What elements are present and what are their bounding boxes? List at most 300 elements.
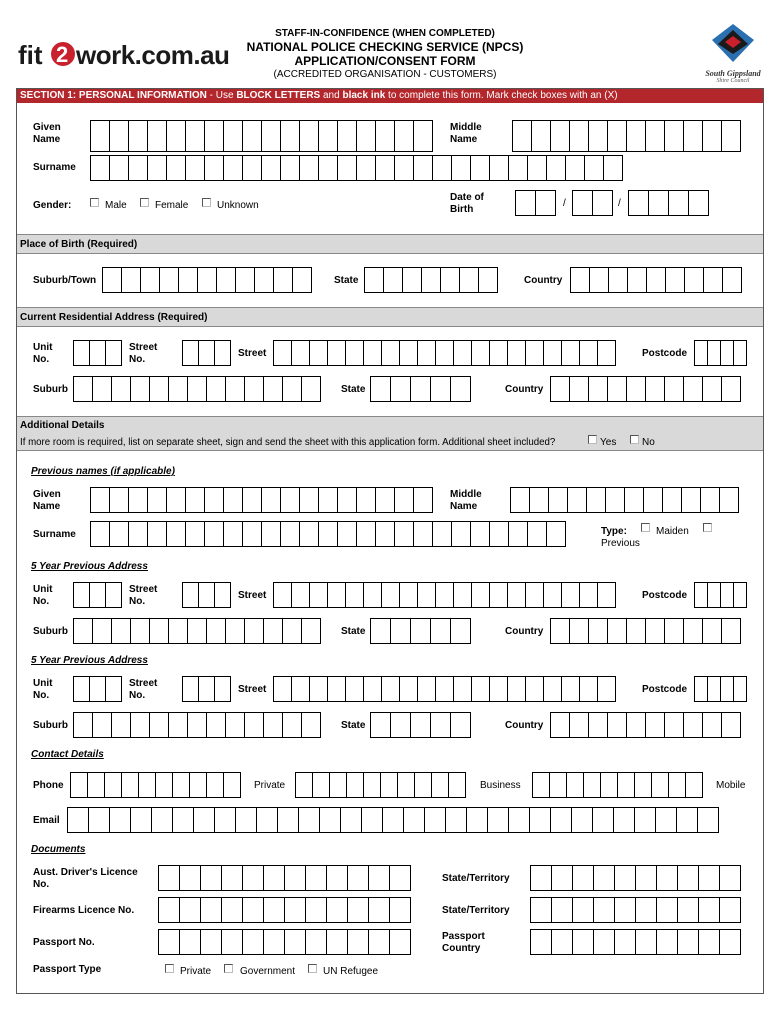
char-box[interactable] (561, 676, 580, 702)
char-box[interactable] (214, 582, 231, 608)
char-box[interactable] (525, 582, 544, 608)
char-box[interactable] (626, 618, 646, 644)
char-box[interactable] (305, 897, 327, 923)
char-box[interactable] (410, 618, 431, 644)
char-box[interactable] (399, 582, 418, 608)
prev-type-previous-checkbox[interactable] (703, 523, 712, 532)
char-box[interactable] (551, 897, 573, 923)
char-box[interactable] (166, 155, 186, 181)
char-box[interactable] (683, 712, 703, 738)
char-box[interactable] (168, 376, 188, 402)
char-box[interactable] (721, 120, 741, 152)
char-box[interactable] (733, 676, 747, 702)
cur-street-no-boxes[interactable] (182, 340, 230, 366)
char-box[interactable] (256, 807, 278, 833)
char-box[interactable] (512, 120, 532, 152)
char-box[interactable] (368, 897, 390, 923)
char-box[interactable] (548, 487, 568, 513)
gender-male-checkbox[interactable] (90, 198, 99, 207)
char-box[interactable] (147, 155, 167, 181)
char-box[interactable] (664, 618, 684, 644)
char-box[interactable] (593, 897, 615, 923)
char-box[interactable] (347, 897, 369, 923)
char-box[interactable] (179, 865, 201, 891)
char-box[interactable] (448, 772, 466, 798)
char-box[interactable] (668, 190, 689, 216)
char-box[interactable] (430, 712, 451, 738)
char-box[interactable] (721, 618, 741, 644)
char-box[interactable] (345, 340, 364, 366)
char-box[interactable] (111, 618, 131, 644)
char-box[interactable] (166, 120, 186, 152)
char-box[interactable] (697, 807, 719, 833)
char-box[interactable] (73, 582, 90, 608)
char-box[interactable] (655, 807, 677, 833)
char-box[interactable] (643, 487, 663, 513)
char-box[interactable] (561, 340, 580, 366)
char-box[interactable] (242, 929, 264, 955)
prev2-country-boxes[interactable] (550, 712, 740, 738)
char-box[interactable] (677, 865, 699, 891)
char-box[interactable] (182, 582, 199, 608)
char-box[interactable] (702, 618, 722, 644)
char-box[interactable] (597, 582, 616, 608)
char-box[interactable] (121, 772, 139, 798)
char-box[interactable] (185, 521, 205, 547)
cur-unit-boxes[interactable] (73, 340, 121, 366)
char-box[interactable] (543, 582, 562, 608)
char-box[interactable] (361, 807, 383, 833)
char-box[interactable] (607, 712, 627, 738)
char-box[interactable] (656, 897, 678, 923)
char-box[interactable] (719, 865, 741, 891)
char-box[interactable] (187, 376, 207, 402)
char-box[interactable] (337, 120, 357, 152)
char-box[interactable] (551, 929, 573, 955)
char-box[interactable] (529, 807, 551, 833)
char-box[interactable] (531, 120, 551, 152)
char-box[interactable] (235, 807, 257, 833)
char-box[interactable] (435, 676, 454, 702)
birth-country-boxes[interactable] (570, 267, 741, 293)
passport-country-boxes[interactable] (530, 929, 740, 955)
char-box[interactable] (282, 712, 302, 738)
gender-unknown-checkbox[interactable] (202, 198, 211, 207)
char-box[interactable] (206, 618, 226, 644)
char-box[interactable] (375, 487, 395, 513)
char-box[interactable] (204, 120, 224, 152)
char-box[interactable] (550, 712, 570, 738)
char-box[interactable] (471, 340, 490, 366)
char-box[interactable] (73, 712, 93, 738)
char-box[interactable] (356, 120, 376, 152)
char-box[interactable] (298, 807, 320, 833)
char-box[interactable] (410, 712, 431, 738)
char-box[interactable] (204, 521, 224, 547)
char-box[interactable] (645, 712, 665, 738)
char-box[interactable] (206, 376, 226, 402)
char-box[interactable] (147, 120, 167, 152)
middle-name-boxes[interactable] (512, 120, 740, 152)
char-box[interactable] (204, 487, 224, 513)
char-box[interactable] (383, 267, 403, 293)
char-box[interactable] (550, 807, 572, 833)
char-box[interactable] (733, 582, 747, 608)
char-box[interactable] (600, 772, 618, 798)
char-box[interactable] (92, 376, 112, 402)
char-box[interactable] (340, 807, 362, 833)
char-box[interactable] (720, 676, 734, 702)
char-box[interactable] (394, 487, 414, 513)
char-box[interactable] (198, 582, 215, 608)
char-box[interactable] (105, 676, 122, 702)
char-box[interactable] (635, 929, 657, 955)
char-box[interactable] (561, 582, 580, 608)
char-box[interactable] (273, 340, 292, 366)
char-box[interactable] (73, 618, 93, 644)
char-box[interactable] (399, 676, 418, 702)
char-box[interactable] (166, 487, 186, 513)
char-box[interactable] (223, 772, 241, 798)
char-box[interactable] (530, 929, 552, 955)
char-box[interactable] (158, 897, 180, 923)
char-box[interactable] (451, 155, 471, 181)
char-box[interactable] (109, 807, 131, 833)
char-box[interactable] (470, 521, 490, 547)
char-box[interactable] (363, 582, 382, 608)
char-box[interactable] (605, 487, 625, 513)
char-box[interactable] (277, 807, 299, 833)
char-box[interactable] (702, 376, 722, 402)
char-box[interactable] (356, 155, 376, 181)
char-box[interactable] (683, 376, 703, 402)
char-box[interactable] (656, 865, 678, 891)
char-box[interactable] (104, 772, 122, 798)
char-box[interactable] (67, 807, 89, 833)
char-box[interactable] (363, 340, 382, 366)
char-box[interactable] (525, 340, 544, 366)
char-box[interactable] (223, 155, 243, 181)
char-box[interactable] (73, 340, 90, 366)
char-box[interactable] (261, 155, 281, 181)
char-box[interactable] (684, 267, 704, 293)
char-box[interactable] (413, 120, 433, 152)
char-box[interactable] (588, 618, 608, 644)
char-box[interactable] (707, 676, 721, 702)
char-box[interactable] (327, 676, 346, 702)
char-box[interactable] (273, 676, 292, 702)
prev2-suburb-boxes[interactable] (73, 712, 320, 738)
char-box[interactable] (665, 267, 685, 293)
char-box[interactable] (435, 582, 454, 608)
char-box[interactable] (453, 676, 472, 702)
char-box[interactable] (508, 521, 528, 547)
char-box[interactable] (390, 618, 411, 644)
char-box[interactable] (381, 676, 400, 702)
char-box[interactable] (527, 521, 547, 547)
char-box[interactable] (299, 120, 319, 152)
char-box[interactable] (200, 929, 222, 955)
char-box[interactable] (450, 618, 471, 644)
char-box[interactable] (543, 340, 562, 366)
char-box[interactable] (664, 376, 684, 402)
char-box[interactable] (90, 155, 110, 181)
char-box[interactable] (140, 267, 160, 293)
char-box[interactable] (569, 120, 589, 152)
char-box[interactable] (617, 772, 635, 798)
phone-mobile-boxes[interactable] (532, 772, 702, 798)
char-box[interactable] (624, 487, 644, 513)
prev1-suburb-boxes[interactable] (73, 618, 320, 644)
char-box[interactable] (614, 865, 636, 891)
cur-postcode-boxes[interactable] (694, 340, 746, 366)
char-box[interactable] (720, 340, 734, 366)
char-box[interactable] (589, 267, 609, 293)
char-box[interactable] (284, 865, 306, 891)
char-box[interactable] (550, 618, 570, 644)
char-box[interactable] (588, 376, 608, 402)
char-box[interactable] (244, 618, 264, 644)
prev2-street-no-boxes[interactable] (182, 676, 230, 702)
prev2-state-boxes[interactable] (370, 712, 470, 738)
char-box[interactable] (193, 807, 215, 833)
char-box[interactable] (579, 582, 598, 608)
char-box[interactable] (450, 376, 471, 402)
char-box[interactable] (510, 487, 530, 513)
char-box[interactable] (694, 676, 708, 702)
surname-boxes[interactable] (90, 155, 622, 181)
char-box[interactable] (593, 865, 615, 891)
dob-day-boxes[interactable] (515, 190, 555, 216)
char-box[interactable] (550, 376, 570, 402)
char-box[interactable] (527, 155, 547, 181)
char-box[interactable] (197, 267, 217, 293)
char-box[interactable] (244, 712, 264, 738)
char-box[interactable] (263, 929, 285, 955)
birth-suburb-boxes[interactable] (102, 267, 311, 293)
char-box[interactable] (187, 618, 207, 644)
char-box[interactable] (588, 712, 608, 738)
char-box[interactable] (707, 582, 721, 608)
char-box[interactable] (346, 772, 364, 798)
char-box[interactable] (200, 897, 222, 923)
char-box[interactable] (292, 267, 312, 293)
char-box[interactable] (607, 618, 627, 644)
char-box[interactable] (90, 521, 110, 547)
char-box[interactable] (570, 267, 590, 293)
char-box[interactable] (111, 712, 131, 738)
char-box[interactable] (318, 487, 338, 513)
char-box[interactable] (645, 618, 665, 644)
char-box[interactable] (681, 487, 701, 513)
char-box[interactable] (694, 582, 708, 608)
char-box[interactable] (489, 676, 508, 702)
char-box[interactable] (102, 267, 122, 293)
char-box[interactable] (121, 267, 141, 293)
char-box[interactable] (459, 267, 479, 293)
char-box[interactable] (295, 772, 313, 798)
phone-business-boxes[interactable] (295, 772, 465, 798)
char-box[interactable] (381, 582, 400, 608)
char-box[interactable] (572, 929, 594, 955)
licence-state-boxes[interactable] (530, 865, 740, 891)
char-box[interactable] (635, 897, 657, 923)
char-box[interactable] (597, 676, 616, 702)
char-box[interactable] (413, 487, 433, 513)
char-box[interactable] (189, 772, 207, 798)
char-box[interactable] (109, 521, 129, 547)
char-box[interactable] (105, 340, 122, 366)
char-box[interactable] (318, 521, 338, 547)
char-box[interactable] (626, 120, 646, 152)
char-box[interactable] (128, 487, 148, 513)
char-box[interactable] (676, 807, 698, 833)
char-box[interactable] (345, 582, 364, 608)
char-box[interactable] (530, 865, 552, 891)
char-box[interactable] (168, 712, 188, 738)
prev-given-name-boxes[interactable] (90, 487, 432, 513)
char-box[interactable] (571, 807, 593, 833)
char-box[interactable] (489, 340, 508, 366)
char-box[interactable] (432, 521, 452, 547)
char-box[interactable] (489, 582, 508, 608)
char-box[interactable] (722, 267, 742, 293)
char-box[interactable] (282, 376, 302, 402)
char-box[interactable] (221, 865, 243, 891)
char-box[interactable] (318, 155, 338, 181)
char-box[interactable] (603, 155, 623, 181)
char-box[interactable] (569, 618, 589, 644)
char-box[interactable] (417, 582, 436, 608)
char-box[interactable] (721, 376, 741, 402)
char-box[interactable] (543, 676, 562, 702)
char-box[interactable] (242, 487, 262, 513)
char-box[interactable] (185, 155, 205, 181)
char-box[interactable] (363, 676, 382, 702)
char-box[interactable] (698, 897, 720, 923)
char-box[interactable] (525, 676, 544, 702)
char-box[interactable] (677, 897, 699, 923)
char-box[interactable] (198, 340, 215, 366)
char-box[interactable] (535, 190, 556, 216)
char-box[interactable] (694, 340, 708, 366)
char-box[interactable] (147, 521, 167, 547)
char-box[interactable] (529, 487, 549, 513)
char-box[interactable] (530, 897, 552, 923)
char-box[interactable] (179, 897, 201, 923)
prev2-unit-boxes[interactable] (73, 676, 121, 702)
char-box[interactable] (347, 929, 369, 955)
char-box[interactable] (489, 521, 509, 547)
char-box[interactable] (329, 772, 347, 798)
char-box[interactable] (178, 267, 198, 293)
cur-street-boxes[interactable] (273, 340, 615, 366)
char-box[interactable] (221, 897, 243, 923)
char-box[interactable] (597, 340, 616, 366)
char-box[interactable] (390, 376, 411, 402)
char-box[interactable] (664, 712, 684, 738)
char-box[interactable] (375, 521, 395, 547)
char-box[interactable] (634, 772, 652, 798)
char-box[interactable] (375, 155, 395, 181)
char-box[interactable] (382, 807, 404, 833)
char-box[interactable] (138, 772, 156, 798)
char-box[interactable] (466, 807, 488, 833)
char-box[interactable] (435, 340, 454, 366)
licence-boxes[interactable] (158, 865, 410, 891)
char-box[interactable] (261, 487, 281, 513)
char-box[interactable] (569, 376, 589, 402)
char-box[interactable] (109, 155, 129, 181)
char-box[interactable] (319, 807, 341, 833)
char-box[interactable] (656, 929, 678, 955)
char-box[interactable] (109, 120, 129, 152)
char-box[interactable] (628, 190, 649, 216)
char-box[interactable] (566, 772, 584, 798)
char-box[interactable] (579, 340, 598, 366)
char-box[interactable] (90, 487, 110, 513)
char-box[interactable] (204, 155, 224, 181)
char-box[interactable] (430, 618, 451, 644)
prev2-postcode-boxes[interactable] (694, 676, 746, 702)
char-box[interactable] (309, 676, 328, 702)
char-box[interactable] (179, 929, 201, 955)
char-box[interactable] (155, 772, 173, 798)
prev2-street-boxes[interactable] (273, 676, 615, 702)
char-box[interactable] (263, 712, 283, 738)
char-box[interactable] (613, 807, 635, 833)
char-box[interactable] (648, 190, 669, 216)
char-box[interactable] (733, 340, 747, 366)
dob-month-boxes[interactable] (572, 190, 612, 216)
char-box[interactable] (440, 267, 460, 293)
char-box[interactable] (702, 120, 722, 152)
char-box[interactable] (273, 582, 292, 608)
char-box[interactable] (198, 676, 215, 702)
char-box[interactable] (242, 865, 264, 891)
char-box[interactable] (508, 807, 530, 833)
char-box[interactable] (584, 155, 604, 181)
char-box[interactable] (399, 340, 418, 366)
char-box[interactable] (158, 865, 180, 891)
char-box[interactable] (572, 190, 593, 216)
cur-state-boxes[interactable] (370, 376, 470, 402)
char-box[interactable] (242, 521, 262, 547)
char-box[interactable] (223, 521, 243, 547)
char-box[interactable] (206, 712, 226, 738)
char-box[interactable] (719, 929, 741, 955)
char-box[interactable] (214, 807, 236, 833)
cur-country-boxes[interactable] (550, 376, 740, 402)
char-box[interactable] (273, 267, 293, 293)
email-boxes[interactable] (67, 807, 718, 833)
char-box[interactable] (244, 376, 264, 402)
char-box[interactable] (327, 582, 346, 608)
char-box[interactable] (235, 267, 255, 293)
prev1-state-boxes[interactable] (370, 618, 470, 644)
char-box[interactable] (417, 340, 436, 366)
char-box[interactable] (299, 487, 319, 513)
char-box[interactable] (299, 155, 319, 181)
char-box[interactable] (698, 929, 720, 955)
char-box[interactable] (88, 807, 110, 833)
char-box[interactable] (607, 120, 627, 152)
char-box[interactable] (432, 155, 452, 181)
char-box[interactable] (326, 897, 348, 923)
char-box[interactable] (284, 929, 306, 955)
char-box[interactable] (158, 929, 180, 955)
char-box[interactable] (719, 897, 741, 923)
